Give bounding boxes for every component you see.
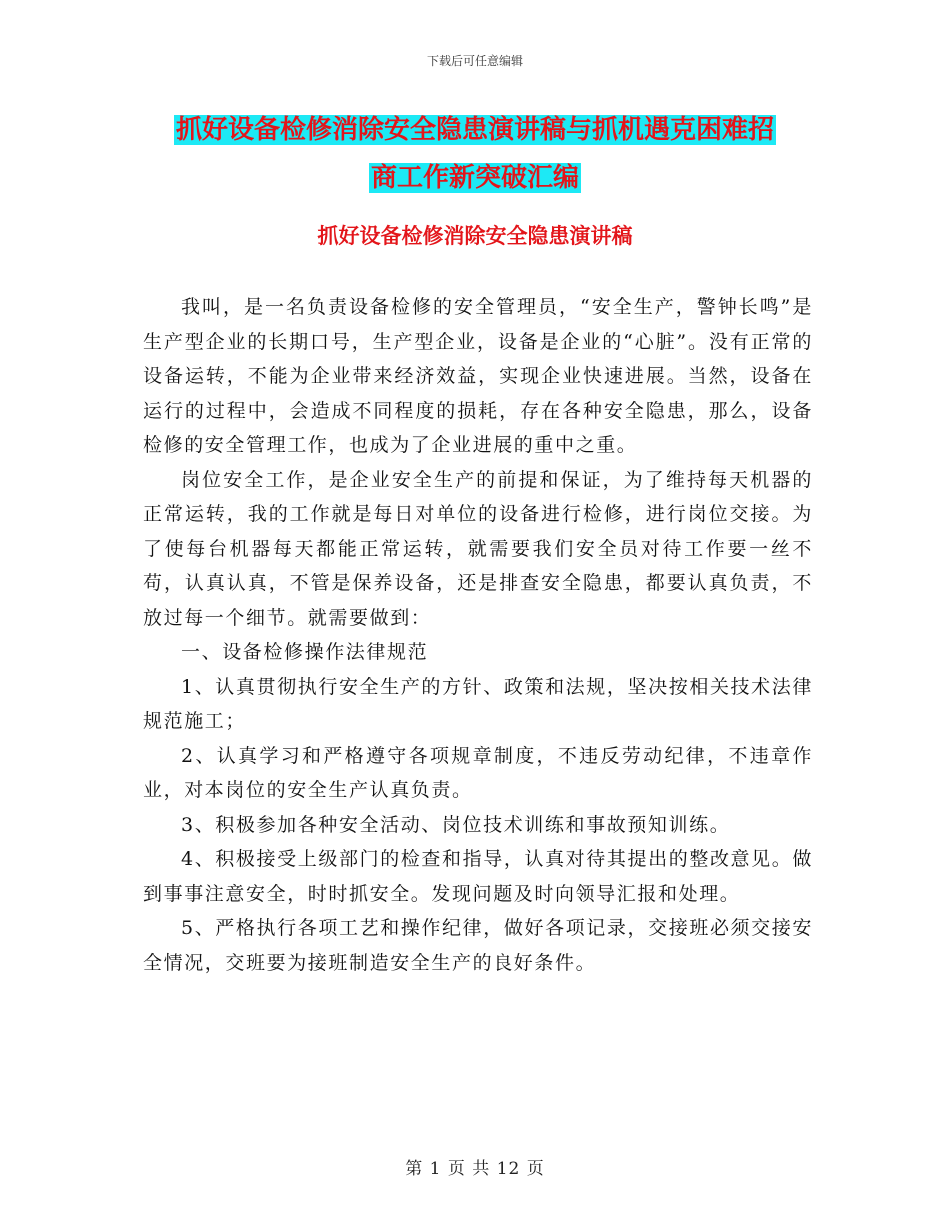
page-header-note: 下载后可任意编辑: [426, 54, 523, 68]
paragraph-intro: 我叫，是一名负责设备检修的安全管理员，“安全生产，警钟长鸣”是生产型企业的长期口号，生产型企业，设备是企业的“心脏”。没有正常的设备运转，不能为企业带来经济效益，实现企业快速进展。当然，设备在运行的过程中，会造成不同程度的损耗，存在各种安全隐患，那么，设备检修的安全管理工作，也成为了企业进展的重中之重。: [143, 296, 813, 456]
section-title: 抓好设备检修消除安全隐患演讲稿: [317, 223, 633, 248]
paragraph-item-4: 4、积极接受上级部门的检查和指导，认真对待其提出的整改意见。做到事事注意安全，时时抓安全。发现问题及时向领导汇报和处理。: [143, 848, 813, 905]
paragraph-item-1: 1、认真贯彻执行安全生产的方针、政策和法规，坚决按相关技术法律规范施工；: [143, 675, 813, 732]
page-number: 第 1 页 共 12 页: [405, 1159, 545, 1179]
document-title-line-1: 抓好设备检修消除安全隐患演讲稿与抓机遇克困难招: [175, 115, 774, 145]
document-title-line-2: 商工作新突破汇编: [370, 163, 579, 193]
document-title: [0, 106, 950, 202]
paragraph-heading-1: 一、设备检修操作法律规范: [181, 641, 429, 663]
paragraph-item-5: 5、严格执行各项工艺和操作纪律，做好各项记录，交接班必须交接安全情况，交班要为接班制造安全生产的良好条件。: [143, 917, 813, 974]
paragraph-item-2: 2、认真学习和严格遵守各项规章制度，不违反劳动纪律，不违章作业，对本岗位的安全生产认真负责。: [143, 744, 813, 801]
paragraph-item-3: 3、积极参加各种安全活动、岗位技术训练和事故预知训练。: [181, 813, 731, 836]
paragraph-post-safety: 岗位安全工作，是企业安全生产的前提和保证，为了维持每天机器的正常运转，我的工作就是每日对单位的设备进行检修，进行岗位交接。为了使每台机器每天都能正常运转，就需要我们安全员对待工作要一丝不苟，认真认真，不管是保养设备，还是排查安全隐患，都要认真负责，不放过每一个细节。就需要做到：: [143, 468, 813, 629]
document-body: [143, 290, 813, 980]
